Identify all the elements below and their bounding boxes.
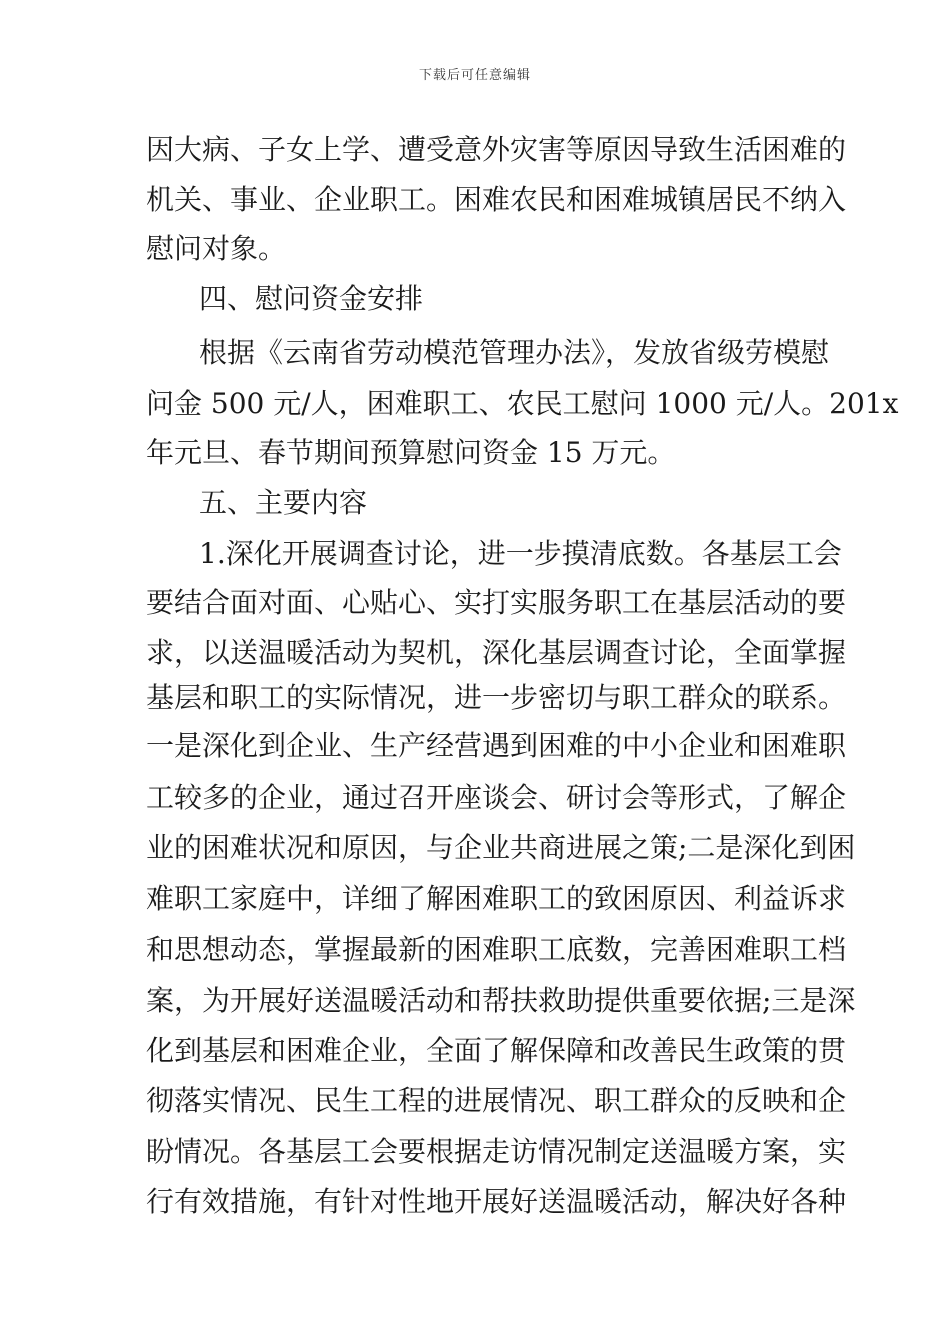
section-heading: 五、主要内容 <box>199 486 368 519</box>
body-line: 要结合面对面、心贴心、实打实服务职工在基层活动的要 <box>146 586 847 619</box>
body-line: 和思想动态，掌握最新的困难职工底数，完善困难职工档 <box>146 933 847 966</box>
page-header: 下载后可任意编辑 <box>418 68 531 83</box>
body-line: 机关、事业、企业职工。困难农民和困难城镇居民不纳入 <box>146 183 847 216</box>
body-line: 盼情况。各基层工会要根据走访情况制定送温暖方案，实 <box>146 1135 847 1168</box>
body-line: 难职工家庭中，详细了解困难职工的致困原因、利益诉求 <box>146 882 847 915</box>
body-line: 彻落实情况、民生工程的进展情况、职工群众的反映和企 <box>146 1084 847 1117</box>
body-line: 根据《云南省劳动模范管理办法》，发放省级劳模慰 <box>199 336 830 369</box>
body-line: 工较多的企业，通过召开座谈会、研讨会等形式，了解企 <box>146 781 847 814</box>
body-line: 行有效措施，有针对性地开展好送温暖活动，解决好各种 <box>146 1185 847 1218</box>
body-line: 一是深化到企业、生产经营遇到困难的中小企业和困难职 <box>146 729 847 762</box>
body-line: 问金 500 元/人，困难职工、农民工慰问 1000 元/人。201x <box>146 387 899 420</box>
body-line: 案，为开展好送温暖活动和帮扶救助提供重要依据;三是深 <box>146 984 856 1017</box>
body-line: 1.深化开展调查讨论，进一步摸清底数。各基层工会 <box>199 537 842 570</box>
body-line: 业的困难状况和原因，与企业共商进展之策;二是深化到困 <box>146 831 856 864</box>
body-line: 求，以送温暖活动为契机，深化基层调查讨论，全面掌握 <box>146 636 847 669</box>
body-line: 化到基层和困难企业，全面了解保障和改善民生政策的贯 <box>146 1034 847 1067</box>
body-line: 因大病、子女上学、遭受意外灾害等原因导致生活困难的 <box>146 133 847 166</box>
body-line: 慰问对象。 <box>146 232 287 265</box>
body-line: 年元旦、春节期间预算慰问资金 15 万元。 <box>146 436 676 469</box>
body-line: 基层和职工的实际情况，进一步密切与职工群众的联系。 <box>146 681 847 714</box>
section-heading: 四、慰问资金安排 <box>199 282 424 315</box>
